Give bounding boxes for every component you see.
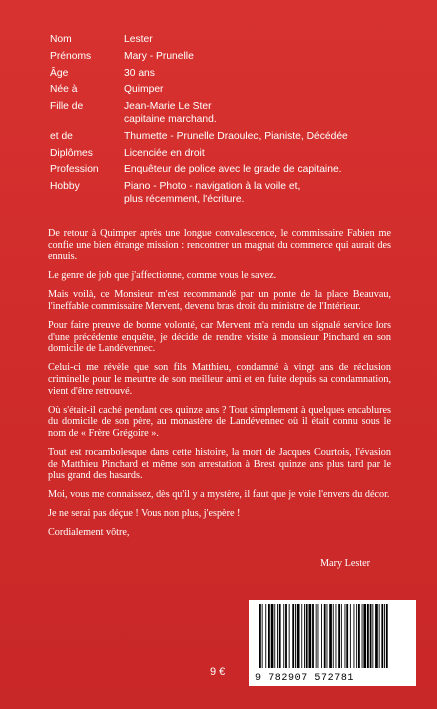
paragraph: Tout est rocambolesque dans cette histoire, la mort de Jacques Courtois, l'évasion de Matthieu Pinchard et même son arrestation à Brest quinze ans plus tard par le plus grand des hasards. xyxy=(48,446,391,482)
identity-row-prenoms xyxy=(50,51,390,64)
identity-value: Quimper xyxy=(124,84,164,96)
identity-value-line: Piano - Photo - navigation à la voile et, xyxy=(124,181,301,193)
barcode-bars xyxy=(253,604,412,670)
identity-row-nee xyxy=(50,84,390,97)
identity-key: Diplômes xyxy=(50,147,93,159)
identity-value: Enquêteur de police avec le grade de capitaine. xyxy=(124,164,342,176)
paragraph: Celui-ci me révèle que son fils Matthieu, condamné à vingt ans de réclusion criminelle pour le meurtre de son meilleur ami et en fuite depuis sa condamnation, vient d'être retrouvé. xyxy=(48,362,391,397)
identity-row-profession xyxy=(50,164,390,177)
paragraph: De retour à Quimper après une longue convalescence, le commissaire Fabien me confie une bien étrange mission : rencontrer un magnat du commerce qui aurait des ennuis. xyxy=(48,228,391,263)
blurb-text xyxy=(48,228,391,546)
identity-key: et de xyxy=(50,130,73,142)
identity-value xyxy=(124,181,390,207)
identity-card xyxy=(50,34,390,211)
identity-row-fille xyxy=(50,101,390,127)
identity-row-age xyxy=(50,68,390,81)
signature: Mary Lester xyxy=(320,558,371,569)
price: 9 € xyxy=(210,666,226,678)
identity-value-line: plus récemment, l'écriture. xyxy=(124,193,245,205)
isbn-number: 9 782907 572781 xyxy=(255,673,355,684)
identity-key: Nom xyxy=(50,34,72,45)
identity-row-hobby xyxy=(50,181,390,207)
paragraph: Le genre de job que j'affectionne, comme vous le savez. xyxy=(48,270,277,282)
paragraph: Où s'était-il caché pendant ces quinze ans ? Tout simplement à quelques encablures du domicile de son père, au monastère de Landévennec où il était connu sous le nom de « Frère Grégoire ». xyxy=(48,404,391,439)
identity-value xyxy=(124,101,390,127)
identity-value: 30 ans xyxy=(124,67,155,79)
paragraph: Mais voilà, ce Monsieur m'est recommandé par un ponte de la place Beauvau, l'ineffable commissaire Mervent, devenu bras droit du ministre de l'Intérieur. xyxy=(48,289,391,312)
barcode xyxy=(249,600,416,686)
paragraph: Pour faire preuve de bonne volonté, car Mervent m'a rendu un signalé service lors d'une précédente enquête, je décide de rendre visite à monsieur Pinchard en son domicile de Landévennec. xyxy=(48,320,391,355)
identity-value-line: capitaine marchand. xyxy=(124,113,217,125)
paragraph: Je ne serai pas déçue ! Vous non plus, j'espère ! xyxy=(48,508,241,520)
identity-key: Prénoms xyxy=(50,50,92,62)
paragraph: Cordialement vôtre, xyxy=(48,527,130,539)
identity-row-nom xyxy=(50,34,390,47)
identity-value: Licenciée en droit xyxy=(124,147,205,159)
identity-value-line: Jean-Marie Le Ster xyxy=(124,101,212,113)
identity-value: Lester xyxy=(124,34,153,45)
identity-value: Mary - Prunelle xyxy=(124,50,194,62)
identity-key: Âge xyxy=(50,67,69,79)
identity-key: Profession xyxy=(50,164,99,176)
identity-key: Née à xyxy=(50,84,78,96)
paragraph: Moi, vous me connaissez, dès qu'il y a mystère, il faut que je voie l'envers du décor. xyxy=(48,489,390,501)
identity-key: Fille de xyxy=(50,101,84,113)
identity-row-mere xyxy=(50,131,390,144)
identity-value: Thumette - Prunelle Draoulec, Pianiste, Décédée xyxy=(124,130,348,142)
identity-row-diplomes xyxy=(50,148,390,161)
identity-key: Hobby xyxy=(50,181,80,193)
